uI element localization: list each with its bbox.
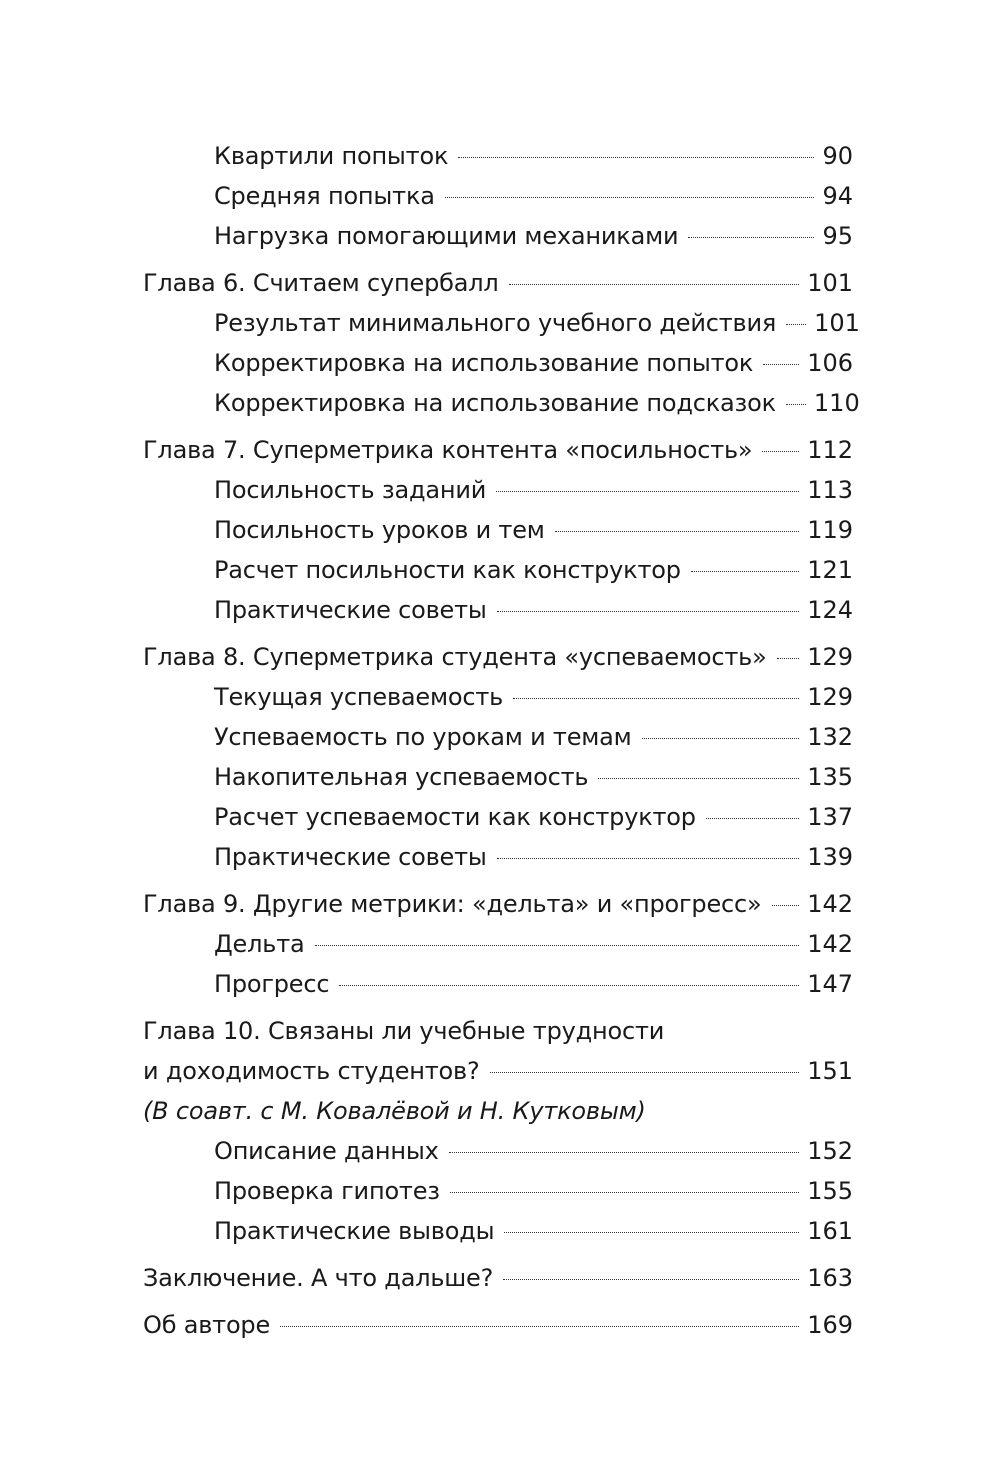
dot-leader xyxy=(786,404,806,405)
toc-entry-page: 152 xyxy=(807,1137,853,1165)
dot-leader xyxy=(315,945,800,946)
dot-leader xyxy=(509,284,800,285)
toc-entry-page: 169 xyxy=(807,1311,853,1339)
toc-entry[interactable] xyxy=(143,590,853,630)
toc-entry-title: Квартили попыток xyxy=(214,142,449,170)
dot-leader xyxy=(555,531,800,532)
toc-chapter[interactable] xyxy=(143,637,853,677)
toc-chapter-title: Глава 8. Суперметрика студента «успеваемость» xyxy=(143,643,767,671)
toc-chapter[interactable] xyxy=(143,1305,853,1345)
toc-entry-title: Практические советы xyxy=(214,596,487,624)
coauthors-text: (В соавт. с М. Ковалёвой и Н. Кутковым) xyxy=(143,1097,646,1125)
toc-entry-title: Корректировка на использование попыток xyxy=(214,349,754,377)
toc-entry-title: Практические выводы xyxy=(214,1217,495,1245)
toc-chapter[interactable] xyxy=(143,1258,853,1298)
toc-entry-title: Результат минимального учебного действия xyxy=(214,309,777,337)
toc-entry-page: 121 xyxy=(807,556,853,584)
toc-entry[interactable] xyxy=(143,757,853,797)
toc-entry-page: 113 xyxy=(807,476,853,504)
toc-entry[interactable] xyxy=(143,136,853,176)
dot-leader xyxy=(504,1232,799,1233)
dot-leader xyxy=(497,858,800,859)
toc-entry[interactable] xyxy=(143,176,853,216)
dot-leader xyxy=(445,197,815,198)
toc-entry-page: 155 xyxy=(807,1177,853,1205)
toc-entry[interactable] xyxy=(143,1131,853,1171)
toc-entry-title: Описание данных xyxy=(214,1137,439,1165)
toc-entry-page: 119 xyxy=(807,516,853,544)
toc-coauthors-note xyxy=(143,1091,853,1131)
toc-entry-page: 94 xyxy=(822,182,853,210)
toc-entry[interactable] xyxy=(143,216,853,256)
toc-entry-title: Расчет посильности как конструктор xyxy=(214,556,681,584)
dot-leader xyxy=(688,237,814,238)
toc-entry-title: Нагрузка помогающими механиками xyxy=(214,222,679,250)
dot-leader xyxy=(449,1152,800,1153)
dot-leader xyxy=(280,1326,799,1327)
dot-leader xyxy=(339,985,799,986)
toc-entry-page: 101 xyxy=(807,269,853,297)
toc-chapter-continued[interactable] xyxy=(143,1051,853,1091)
toc-entry-page: 147 xyxy=(807,970,853,998)
table-of-contents xyxy=(143,136,860,1345)
toc-entry-page: 90 xyxy=(822,142,853,170)
toc-chapter-title: Об авторе xyxy=(143,1311,271,1339)
dot-leader xyxy=(598,778,799,779)
dot-leader xyxy=(763,364,799,365)
toc-entry-title: Практические советы xyxy=(214,843,487,871)
toc-entry[interactable] xyxy=(143,837,853,877)
toc-entry[interactable] xyxy=(143,303,860,343)
toc-entry[interactable] xyxy=(143,470,853,510)
toc-entry[interactable] xyxy=(143,343,853,383)
dot-leader xyxy=(458,157,814,158)
toc-chapter-title: Глава 10. Связаны ли учебные трудности xyxy=(143,1017,665,1045)
toc-entry-page: 142 xyxy=(807,930,853,958)
toc-entry[interactable] xyxy=(143,383,860,423)
dot-leader xyxy=(762,451,799,452)
toc-entry-title: Успеваемость по урокам и темам xyxy=(214,723,632,751)
toc-chapter-title: и доходимость студентов? xyxy=(143,1057,480,1085)
dot-leader xyxy=(490,1072,800,1073)
toc-entry-title: Накопительная успеваемость xyxy=(214,763,589,791)
toc-entry-page: 129 xyxy=(807,643,853,671)
dot-leader xyxy=(513,698,799,699)
toc-chapter-title: Глава 7. Суперметрика контента «посильность» xyxy=(143,436,753,464)
toc-entry[interactable] xyxy=(143,717,853,757)
toc-entry-page: 163 xyxy=(807,1264,853,1292)
toc-entry-title: Посильность заданий xyxy=(214,476,487,504)
toc-entry[interactable] xyxy=(143,550,853,590)
toc-entry-page: 129 xyxy=(807,683,853,711)
toc-entry-page: 95 xyxy=(822,222,853,250)
dot-leader xyxy=(772,905,800,906)
toc-entry-page: 139 xyxy=(807,843,853,871)
toc-entry-title: Дельта xyxy=(214,930,305,958)
toc-chapter-title: Заключение. А что дальше? xyxy=(143,1264,494,1292)
toc-entry-page: 161 xyxy=(807,1217,853,1245)
toc-entry-page: 124 xyxy=(807,596,853,624)
toc-chapter[interactable] xyxy=(143,1011,853,1051)
toc-chapter-title: Глава 9. Другие метрики: «дельта» и «прогресс» xyxy=(143,890,762,918)
toc-entry[interactable] xyxy=(143,797,853,837)
toc-entry-page: 142 xyxy=(807,890,853,918)
toc-entry-page: 151 xyxy=(807,1057,853,1085)
dot-leader xyxy=(706,818,799,819)
toc-entry-title: Средняя попытка xyxy=(214,182,435,210)
toc-entry[interactable] xyxy=(143,964,853,1004)
toc-entry-title: Посильность уроков и тем xyxy=(214,516,545,544)
dot-leader xyxy=(503,1279,799,1280)
toc-chapter[interactable] xyxy=(143,263,853,303)
dot-leader xyxy=(642,738,800,739)
toc-entry[interactable] xyxy=(143,677,853,717)
toc-entry-page: 132 xyxy=(807,723,853,751)
toc-entry-page: 106 xyxy=(807,349,853,377)
dot-leader xyxy=(496,491,799,492)
dot-leader xyxy=(497,611,800,612)
dot-leader xyxy=(691,571,799,572)
toc-entry-page: 112 xyxy=(807,436,853,464)
toc-entry[interactable] xyxy=(143,924,853,964)
toc-chapter[interactable] xyxy=(143,884,853,924)
toc-entry-title: Проверка гипотез xyxy=(214,1177,440,1205)
toc-chapter-title: Глава 6. Считаем супербалл xyxy=(143,269,499,297)
toc-entry-title: Расчет успеваемости как конструктор xyxy=(214,803,696,831)
toc-entry[interactable] xyxy=(143,1211,853,1251)
toc-entry-title: Текущая успеваемость xyxy=(214,683,504,711)
toc-entry[interactable] xyxy=(143,1171,853,1211)
toc-entry-page: 101 xyxy=(814,309,860,337)
dot-leader xyxy=(786,324,806,325)
toc-entry-title: Прогресс xyxy=(214,970,330,998)
toc-entry-title: Корректировка на использование подсказок xyxy=(214,389,776,417)
dot-leader xyxy=(777,658,800,659)
dot-leader xyxy=(450,1192,799,1193)
toc-chapter[interactable] xyxy=(143,430,853,470)
toc-entry-page: 135 xyxy=(807,763,853,791)
toc-entry-page: 137 xyxy=(807,803,853,831)
toc-entry[interactable] xyxy=(143,510,853,550)
toc-entry-page: 110 xyxy=(813,389,860,417)
